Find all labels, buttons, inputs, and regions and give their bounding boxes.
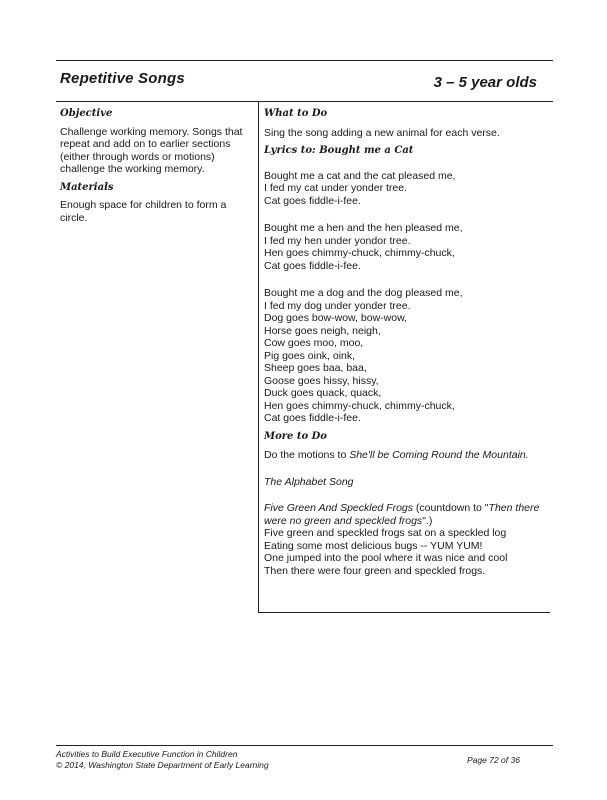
footer-source (56, 749, 269, 771)
left-column (60, 108, 255, 224)
column-divider (258, 102, 259, 612)
lyric-line: Cat goes fiddle-i-fee. (264, 259, 361, 272)
lyric-line: Bought me a hen and the hen pleased me, (264, 222, 463, 234)
lyric-line: Then there were four green and speckled frogs. (264, 564, 486, 577)
verse-2 (264, 222, 549, 272)
frogs-intro (264, 502, 549, 527)
frogs-song-title: Five Green And Speckled Frogs (264, 502, 414, 514)
frogs-note-suffix: ".) (422, 514, 433, 527)
content-bottom-rule (258, 612, 550, 613)
header-bottom-rule (56, 101, 553, 102)
lyric-line: Duck goes quack, quack, (264, 387, 382, 399)
lyric-line: I fed my dog under yonder tree. (264, 299, 411, 312)
lyric-line: Cat goes fiddle-i-fee. (264, 412, 361, 424)
frogs-note-quote: Then there were no green and speckled frogs (264, 502, 540, 527)
lyric-line: Cat goes fiddle-i-fee. (264, 194, 361, 207)
lyric-line: I fed my hen under yondor tree. (264, 234, 411, 247)
what-to-do-text: Sing the song adding a new animal for each verse. (264, 126, 500, 139)
frogs-note-prefix: (countdown to " (413, 502, 489, 514)
lyrics-heading: Lyrics to: Bought me a Cat (264, 145, 414, 156)
lyric-line: Five green and speckled frogs sat on a speckled log (264, 527, 507, 539)
lyric-line: Cow goes moo, moo, (264, 337, 364, 349)
more-to-do-text (264, 449, 549, 462)
page-number: Page 72 of 36 (467, 755, 520, 765)
what-to-do-heading: What to Do (264, 108, 328, 119)
lyric-line: Bought me a dog and the dog pleased me, (264, 287, 463, 299)
verse-1 (264, 170, 549, 208)
objective-heading: Objective (60, 108, 113, 119)
alphabet-song: The Alphabet Song (264, 475, 354, 488)
footer-publication: Activities to Build Executive Function in Children (56, 749, 238, 759)
objective-text: Challenge working memory. Songs that repeat and add on to earlier sections (either through words or motions) challenge the working memory. (60, 125, 243, 175)
lyric-line: Goose goes hissy, hissy, (264, 374, 379, 387)
lyric-line: I fed my cat under yonder tree. (264, 182, 407, 194)
lyric-line: Dog goes bow-wow, bow-wow, (264, 312, 407, 324)
activity-title: Repetitive Songs (60, 70, 185, 87)
lyric-line: One jumped into the pool where it was nice and cool (264, 552, 508, 564)
materials-heading: Materials (60, 181, 114, 193)
song-title: She'll be Coming Round the Mountain. (349, 449, 529, 461)
lyric-line: Hen goes chimmy-chuck, chimmy-chuck, (264, 399, 455, 412)
footer-rule (56, 745, 553, 746)
lyric-line: Pig goes oink, oink, (264, 349, 356, 362)
lyric-line: Horse goes neigh, neigh, (264, 324, 381, 337)
header-top-rule (56, 60, 553, 61)
lyric-line: Bought me a cat and the cat pleased me, (264, 169, 456, 182)
lyric-line: Sheep goes baa, baa, (264, 362, 367, 374)
frogs-lyrics (264, 527, 549, 577)
verse-3 (264, 287, 549, 425)
lyric-line: Hen goes chimmy-chuck, chimmy-chuck, (264, 247, 455, 259)
more-to-do-heading: More to Do (264, 430, 327, 442)
footer-copyright: © 2014, Washington State Department of Early Learning (56, 760, 269, 770)
lyric-line: Eating some most delicious bugs -- YUM YUM! (264, 539, 483, 552)
more-to-do-prefix: Do the motions to (264, 449, 350, 461)
age-range: 3 – 5 year olds (433, 74, 537, 91)
materials-text: Enough space for children to form a circle. (60, 199, 227, 224)
right-column (264, 108, 549, 577)
